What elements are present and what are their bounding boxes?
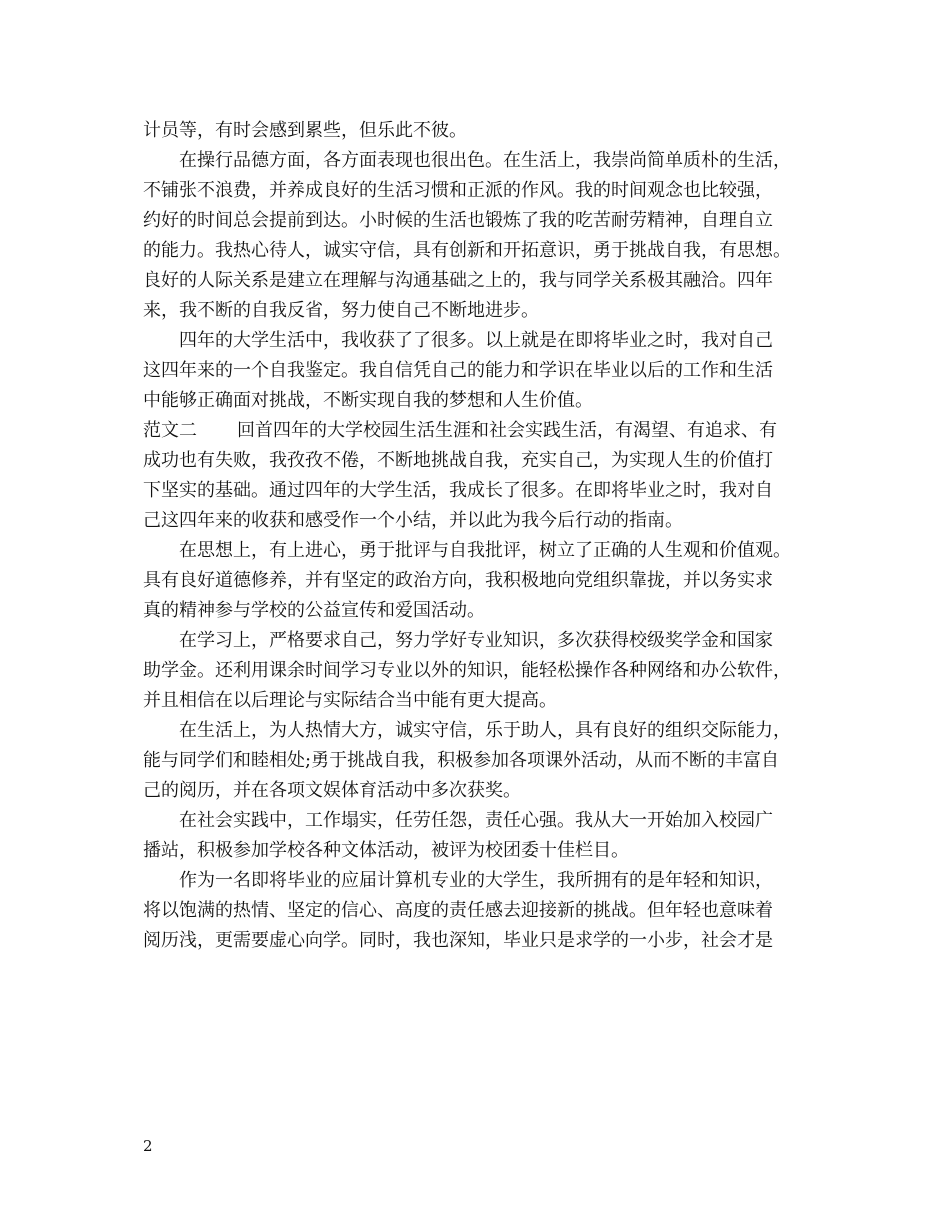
- line-text: 在生活上，为人热情大方，诚实守信，乐于助人，具有良好的组织交际能力，: [179, 720, 791, 741]
- line-text: 真的精神参与学校的公益宣传和爱国活动。: [143, 600, 485, 621]
- line-text: 计员等，有时会感到累些，但乐此不彼。: [143, 120, 467, 141]
- line-text: 四年的大学生活中，我收获了了很多。以上就是在即将毕业之时，我对自己: [179, 330, 773, 351]
- text-line: [143, 266, 815, 296]
- body-text: [143, 116, 815, 956]
- line-text: 具有良好道德修养，并有坚定的政治方向，我积极地向党组织靠拢，并以务实求: [143, 570, 773, 591]
- line-text: 阅历浅，更需要虚心向学。同时，我也深知，毕业只是求学的一小步，社会才是: [143, 930, 773, 951]
- text-line: [143, 116, 815, 146]
- text-line: [143, 236, 815, 266]
- line-text: 在思想上，有上进心，勇于批评与自我批评，树立了正确的人生观和价值观。: [179, 540, 791, 561]
- text-line: [143, 866, 815, 896]
- text-line: [143, 596, 815, 626]
- section-label: 范文二: [143, 420, 197, 441]
- text-line: [143, 806, 815, 836]
- text-line: [143, 686, 815, 716]
- text-line: [143, 386, 815, 416]
- line-text: 的能力。我热心待人，诚实守信，具有创新和开拓意识，勇于挑战自我，有思想。: [143, 240, 791, 261]
- line-text: 不铺张不浪费，并养成良好的生活习惯和正派的作风。我的时间观念也比较强，: [143, 180, 773, 201]
- text-line: [143, 656, 815, 686]
- page-number: 2: [143, 1137, 153, 1155]
- text-line: [143, 416, 815, 446]
- line-text: 回首四年的大学校园生活生涯和社会实践生活，有渴望、有追求、有: [237, 420, 777, 441]
- text-line: [143, 896, 815, 926]
- line-text: 在操行品德方面，各方面表现也很出色。在生活上，我崇尚简单质朴的生活，: [179, 150, 791, 171]
- text-line: [143, 926, 815, 956]
- text-line: [143, 146, 815, 176]
- line-text: 下坚实的基础。通过四年的大学生活，我成长了很多。在即将毕业之时，我对自: [143, 480, 773, 501]
- text-line: [143, 476, 815, 506]
- line-text: 能与同学们和睦相处;勇于挑战自我，积极参加各项课外活动，从而不断的丰富自: [143, 750, 780, 771]
- line-text: 将以饱满的热情、坚定的信心、高度的责任感去迎接新的挑战。但年轻也意味着: [143, 900, 773, 921]
- line-text: 约好的时间总会提前到达。小时候的生活也锻炼了我的吃苦耐劳精神，自理自立: [143, 210, 773, 231]
- line-text: 成功也有失败，我孜孜不倦，不断地挑战自我，充实自己，为实现人生的价值打: [143, 450, 773, 471]
- text-line: [143, 716, 815, 746]
- text-line: [143, 326, 815, 356]
- text-line: [143, 506, 815, 536]
- line-text: 良好的人际关系是建立在理解与沟通基础之上的，我与同学关系极其融洽。四年: [143, 270, 773, 291]
- text-line: [143, 776, 815, 806]
- text-line: [143, 536, 815, 566]
- text-line: [143, 356, 815, 386]
- line-text: 在学习上，严格要求自己，努力学好专业知识，多次获得校级奖学金和国家: [179, 630, 773, 651]
- line-text: 在社会实践中，工作塌实，任劳任怨，责任心强。我从大一开始加入校园广: [179, 810, 773, 831]
- text-line: [143, 836, 815, 866]
- text-line: [143, 206, 815, 236]
- line-text: 中能够正确面对挑战，不断实现自我的梦想和人生价值。: [143, 390, 593, 411]
- line-text: 己这四年来的收获和感受作一个小结，并以此为我今后行动的指南。: [143, 510, 683, 531]
- line-text: 助学金。还利用课余时间学习专业以外的知识，能轻松操作各种网络和办公软件，: [143, 660, 791, 681]
- text-line: [143, 746, 815, 776]
- line-text: 己的阅历，并在各项文娱体育活动中多次获奖。: [143, 780, 521, 801]
- text-line: [143, 626, 815, 656]
- text-line: [143, 446, 815, 476]
- text-line: [143, 176, 815, 206]
- text-line: [143, 566, 815, 596]
- line-text: 这四年来的一个自我鉴定。我自信凭自己的能力和学识在毕业以后的工作和生活: [143, 360, 773, 381]
- line-text: 并且相信在以后理论与实际结合当中能有更大提高。: [143, 690, 557, 711]
- line-text: 播站，积极参加学校各种文体活动，被评为校团委十佳栏目。: [143, 840, 629, 861]
- line-text: 作为一名即将毕业的应届计算机专业的大学生，我所拥有的是年轻和知识，: [179, 870, 773, 891]
- line-text: 来，我不断的自我反省，努力使自己不断地进步。: [143, 300, 539, 321]
- text-line: [143, 296, 815, 326]
